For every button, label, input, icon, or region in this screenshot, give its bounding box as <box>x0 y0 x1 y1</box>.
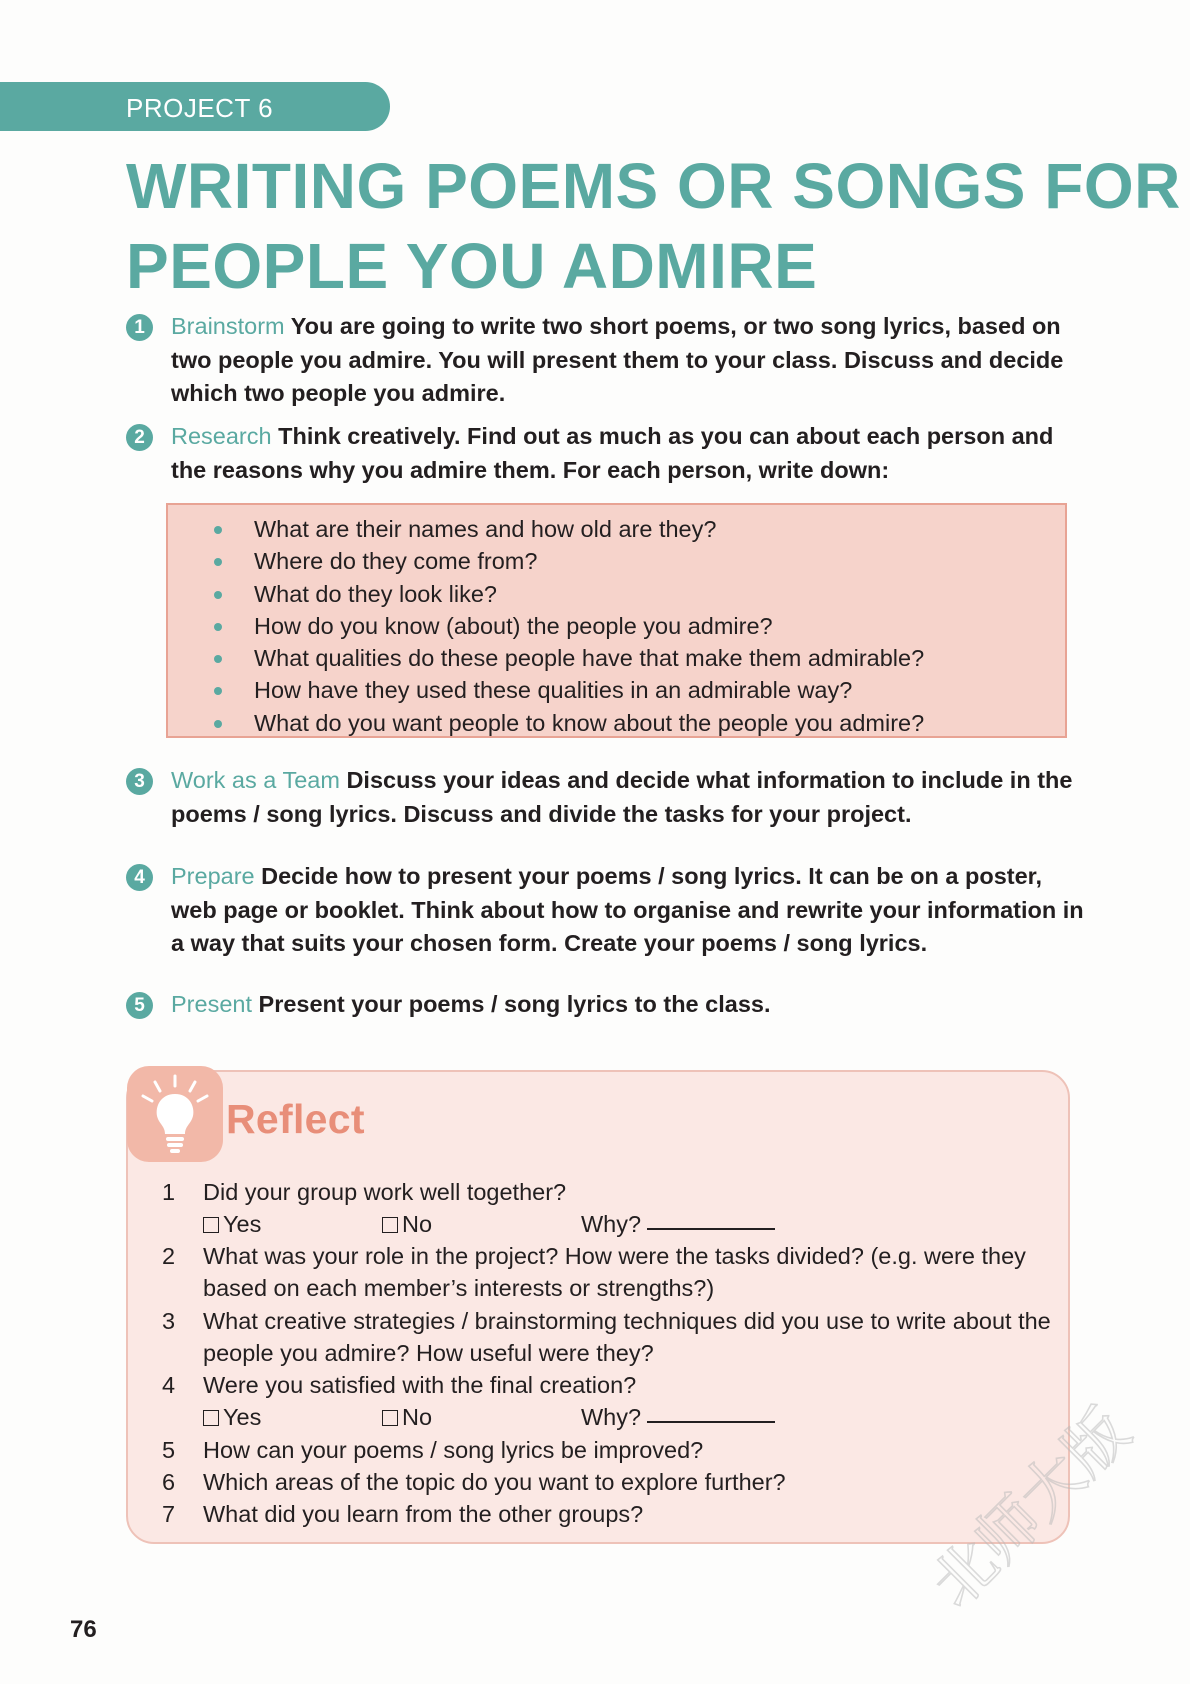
step-number-icon: 2 <box>126 424 153 451</box>
step-body: Present your poems / song lyrics to the class. <box>258 991 771 1017</box>
step-text <box>171 860 1086 961</box>
bullet-icon <box>214 687 222 695</box>
checkbox-icon[interactable] <box>203 1217 219 1233</box>
list-item-text: What do they look like? <box>254 580 497 607</box>
title-line-2: PEOPLE YOU ADMIRE <box>126 230 818 302</box>
why-label: Why? <box>581 1211 642 1237</box>
list-item <box>210 707 1065 739</box>
list-item <box>210 545 1065 577</box>
project-tab <box>0 82 390 131</box>
reflect-question-1 <box>162 1176 566 1208</box>
no-option[interactable] <box>382 1208 432 1240</box>
question-text: What did you learn from the other groups? <box>203 1501 644 1527</box>
step-prepare <box>126 860 1086 961</box>
reflect-question-3 <box>162 1305 1051 1370</box>
no-option[interactable] <box>382 1401 432 1433</box>
list-item <box>210 674 1065 706</box>
no-label: No <box>402 1211 433 1237</box>
bullet-icon <box>214 720 222 728</box>
why-answer-line[interactable] <box>647 1228 775 1230</box>
step-keyword: Research <box>171 423 272 449</box>
question-number: 3 <box>162 1308 176 1334</box>
step-keyword: Brainstorm <box>171 313 285 339</box>
step-number-icon: 5 <box>126 992 153 1019</box>
reflect-question-7 <box>162 1498 643 1530</box>
step-brainstorm <box>126 310 1086 411</box>
list-item-text: What are their names and how old are they? <box>254 516 717 542</box>
step-number-icon: 4 <box>126 864 153 891</box>
yes-option[interactable] <box>203 1208 261 1240</box>
reflect-title: Reflect <box>226 1096 365 1142</box>
question-number: 1 <box>162 1179 176 1205</box>
question-number: 6 <box>162 1469 176 1495</box>
step-text <box>171 310 1086 411</box>
question-number: 7 <box>162 1501 176 1527</box>
step-body: You are going to write two short poems, or two song lyrics, based on two people you admire. You will present them to your class. Discuss and decide which two people you admire. <box>171 313 1064 406</box>
list-item-text: What qualities do these people have that make them admirable? <box>254 645 925 672</box>
bullet-icon <box>214 526 222 534</box>
step-body: Think creatively. Find out as much as you can about each person and the reasons why you admire them. For each person, write down: <box>171 423 1054 483</box>
yes-label: Yes <box>223 1211 262 1237</box>
why-label: Why? <box>581 1404 642 1430</box>
question-text: How can your poems / song lyrics be improved? <box>203 1437 704 1463</box>
research-questions-list <box>168 505 1065 739</box>
list-item <box>210 578 1065 610</box>
question-text: Which areas of the topic do you want to explore further? <box>203 1469 786 1495</box>
list-item-text: What do you want people to know about the people you admire? <box>254 709 925 736</box>
reflect-question-6 <box>162 1466 786 1498</box>
step-keyword: Prepare <box>171 863 255 889</box>
list-item <box>210 513 1065 545</box>
question-text-line-1: What was your role in the project? How were the tasks divided? (e.g. were they <box>203 1243 1026 1269</box>
title-line-1: WRITING POEMS OR SONGS FOR <box>126 150 1181 222</box>
step-keyword: Present <box>171 991 252 1017</box>
question-text: Did your group work well together? <box>203 1179 567 1205</box>
list-item <box>210 642 1065 674</box>
list-item-text: How have they used these qualities in an admirable way? <box>254 677 853 704</box>
bullet-icon <box>214 623 222 631</box>
step-present <box>126 988 1086 1022</box>
bullet-icon <box>214 591 222 599</box>
reflect-question-5 <box>162 1434 703 1466</box>
list-item-text: How do you know (about) the people you admire? <box>254 612 773 639</box>
project-label: PROJECT 6 <box>126 93 274 123</box>
checkbox-icon[interactable] <box>203 1410 219 1426</box>
why-field <box>581 1208 775 1240</box>
list-item-text: Where do they come from? <box>254 548 538 575</box>
checkbox-icon[interactable] <box>382 1410 398 1426</box>
question-text: Were you satisfied with the final creation? <box>203 1372 637 1398</box>
step-number-icon: 3 <box>126 768 153 795</box>
question-number: 5 <box>162 1437 176 1463</box>
no-label: No <box>402 1404 433 1430</box>
yes-option[interactable] <box>203 1401 261 1433</box>
bullet-icon <box>214 558 222 566</box>
step-number-icon: 1 <box>126 314 153 341</box>
research-questions-box <box>166 503 1067 738</box>
step-work-as-team <box>126 764 1086 831</box>
step-body: Decide how to present your poems / song lyrics. It can be on a poster, web page or booklet. Think about how to organise and rewrite your information in a way that suits your chosen form. Create your poems / song lyrics. <box>171 863 1084 956</box>
step-text <box>171 420 1086 487</box>
page-number: 76 <box>70 1616 97 1643</box>
lightbulb-icon <box>127 1066 223 1162</box>
reflect-question-4 <box>162 1369 636 1401</box>
checkbox-icon[interactable] <box>382 1217 398 1233</box>
publisher-watermark-icon <box>900 1380 1160 1640</box>
step-body: Discuss your ideas and decide what information to include in the poems / song lyrics. Discuss and divide the tasks for your project. <box>171 767 1073 827</box>
yes-label: Yes <box>223 1404 262 1430</box>
bullet-icon <box>214 655 222 663</box>
step-text <box>171 764 1086 831</box>
page-title <box>126 146 1181 306</box>
why-field <box>581 1401 775 1433</box>
reflect-question-2 <box>162 1240 1026 1305</box>
watermark-text: 北师大版 <box>916 1394 1144 1622</box>
question-text-line-2: based on each member’s interests or strengths?) <box>203 1275 715 1302</box>
step-research <box>126 420 1086 487</box>
step-keyword: Work as a Team <box>171 767 340 793</box>
question-number: 4 <box>162 1372 176 1398</box>
step-text <box>171 988 1086 1022</box>
why-answer-line[interactable] <box>647 1421 775 1423</box>
question-text-line-1: What creative strategies / brainstorming techniques did you use to write about the <box>203 1308 1051 1334</box>
list-item <box>210 610 1065 642</box>
question-number: 2 <box>162 1243 176 1269</box>
question-text-line-2: people you admire? How useful were they? <box>203 1340 654 1367</box>
